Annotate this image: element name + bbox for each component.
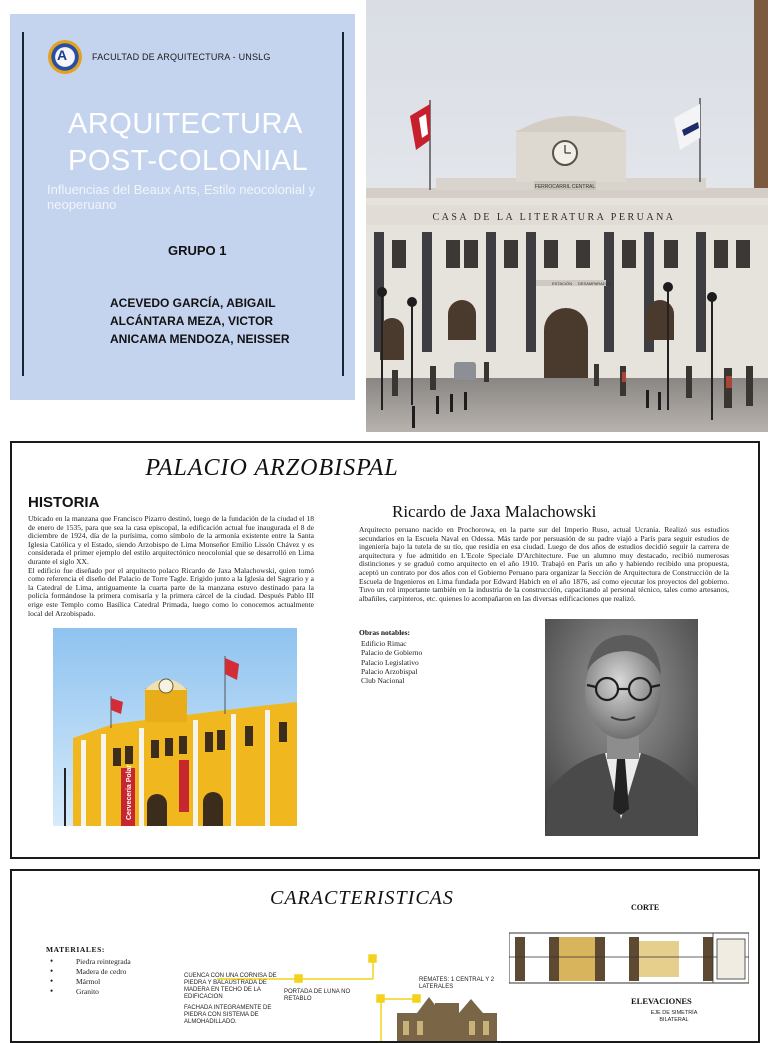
note-cornisa: CUENCA CON UNA CORNISA DE PIEDRA Y BALAUSTRADA DE MADERA EN TECHO DE LA EDIFICACION (184, 973, 277, 1000)
palacio-panel (10, 441, 760, 859)
list-item: Edificio Rimac (361, 639, 407, 648)
member-list (110, 294, 290, 348)
historia-heading: HISTORIA (28, 494, 100, 511)
list-item: • Granito (50, 987, 131, 997)
architect-bio: Arquitecto peruano nacido en Prochorowa, en la parte sur del Imperio Ruso, actual Ucrania. Realizó sus estudios secundarios en la Escuela Naval en Odessa. Más tarde por persuasión de su padre viajó a París para seguir estudios de ingeniería bajo la tutela de su tío, que residía en esa ciudad. Luego de dos años de estudios decidió seguir la carrera de arquitectura y fue admitido en L'Ecole Speciale D'Architecture. Fue un alumno muy destacado, recibió numerosas distinciones y se graduó como arquitecto en el año 1910. Trabajó en París un año y habiendo recibido una propuesta, aceptó un contrato por dos años con el Gobierno Peruano para organizar la Sección de Arquitectura de Construcción de la Escuela de Ingenieros en Lima fundada por Edward Habich en el año 1876, así como ejecutar los proyectos del gobierno. Tuvo un rol importante también en la industria de la construcción, capacitando al personal técnico, tales como artesanos, albañiles, carpinteros, etc. quienes lo acompañaron en las diversas edificaciones que realizó. (359, 525, 729, 603)
casa-literatura-photo (366, 0, 768, 432)
eje-simetria-label: EJE DE SIMETRÍA BILATERAL (650, 1010, 698, 1023)
materials-heading: MATERIALES: (46, 945, 105, 954)
historia-text (28, 515, 314, 618)
door-sign-left: ESTACIÓN (552, 281, 573, 286)
palace-photo (53, 628, 297, 826)
palacio-title: PALACIO ARZOBISPAL (145, 455, 399, 481)
facade-elevation-drawing (177, 951, 507, 1041)
note-fachada: FACHADA INTEGRAMENTE DE PIEDRA CON SISTEMA DE ALMOHADILLADO. (184, 1005, 272, 1025)
works-list (361, 639, 422, 685)
architect-portrait (545, 619, 698, 836)
historia-paragraph: Ubicado en la manzana que Francisco Pizarro destinó, luego de la fundación de la ciudad el 18 de enero de 1535, para que sea la casa episcopal, la edificación actual fue inaugurada el 8 de diciembre de 1924, día de la purísima, como símbolo de la armonía existente entre la Santa Iglesia Católica y el Estado, siendo Arzobispo de Lima Monseñor Emilio Lissón Chávez y es considerada el primer ejemplo del estilo arquitectónico neocolonial que se desarrolló en Lima durante el siglo XX. (28, 514, 314, 566)
faculty-name: FACULTAD DE ARQUITECTURA - UNSLG (92, 52, 271, 62)
list-item: Palacio Legislativo (361, 657, 419, 667)
palace-banner-sign: Cerveceria Polar (126, 764, 133, 820)
architect-name: Ricardo de Jaxa Malachowski (392, 502, 597, 521)
list-item: • Mármol (50, 977, 131, 987)
cover-title-line2: POST-COLONIAL (68, 145, 309, 177)
caracteristicas-title: CARACTERISTICAS (270, 887, 454, 909)
caracteristicas-panel (10, 869, 760, 1043)
group-label: GRUPO 1 (168, 243, 227, 258)
section-drawing (509, 927, 749, 991)
top-sign: FERROCARRIL CENTRAL (534, 184, 596, 190)
list-item: Palacio Arzobispal (361, 666, 418, 676)
cover-subtitle: Influencias del Beaux Arts, Estilo neocolonial y neoperuano (47, 182, 316, 212)
historia-paragraph: El edificio fue diseñado por el arquitecto polaco Ricardo de Jaxa Malachowski, quien tomó como referencia el diseño del Palacio de Torre Tagle. Erigido junto a la Iglesia del Sagrario y a la Catedral de Lima, antiguamente la cuarta parte de la manzana estuvo destinado para la policía formándose la primera comisaría y la primera cárcel de la ciudad. Después Pablo III erige este Templo como Basílica Catedral Primada, luego como lo conocemos actualmente local del Arzobispado. (28, 565, 314, 618)
member-name: ACEVEDO GARCÍA, ABIGAIL (110, 296, 276, 310)
cover-panel (10, 14, 355, 400)
note-portada: PORTADA DE LUNA NO RETABLO (284, 989, 351, 1002)
member-name: ALCÁNTARA MEZA, VICTOR (110, 314, 274, 328)
member-name: ANICAMA MENDOZA, NEISSER (110, 332, 290, 346)
cover-left-rule (22, 32, 24, 376)
corte-label: CORTE (631, 903, 660, 912)
door-sign-right: DESAMPARADOS (578, 281, 612, 286)
list-item: • Madera de cedro (50, 967, 131, 977)
elevaciones-label: ELEVACIONES (631, 996, 692, 1006)
cover-right-rule (342, 32, 344, 376)
faculty-logo-icon: A (48, 40, 82, 74)
list-item: • Piedra reintegrada (50, 957, 131, 967)
works-heading: Obras notables: (359, 628, 411, 637)
materials-list (50, 957, 131, 997)
note-remates: REMATES: 1 CENTRAL Y 2 LATERALES (419, 977, 495, 990)
cover-title-line1: ARQUITECTURA (68, 108, 303, 140)
list-item: Palacio de Gobierno (361, 648, 423, 658)
facade-sign: CASA DE LA LITERATURA PERUANA (432, 212, 676, 223)
list-item: Club Nacional (361, 676, 405, 686)
